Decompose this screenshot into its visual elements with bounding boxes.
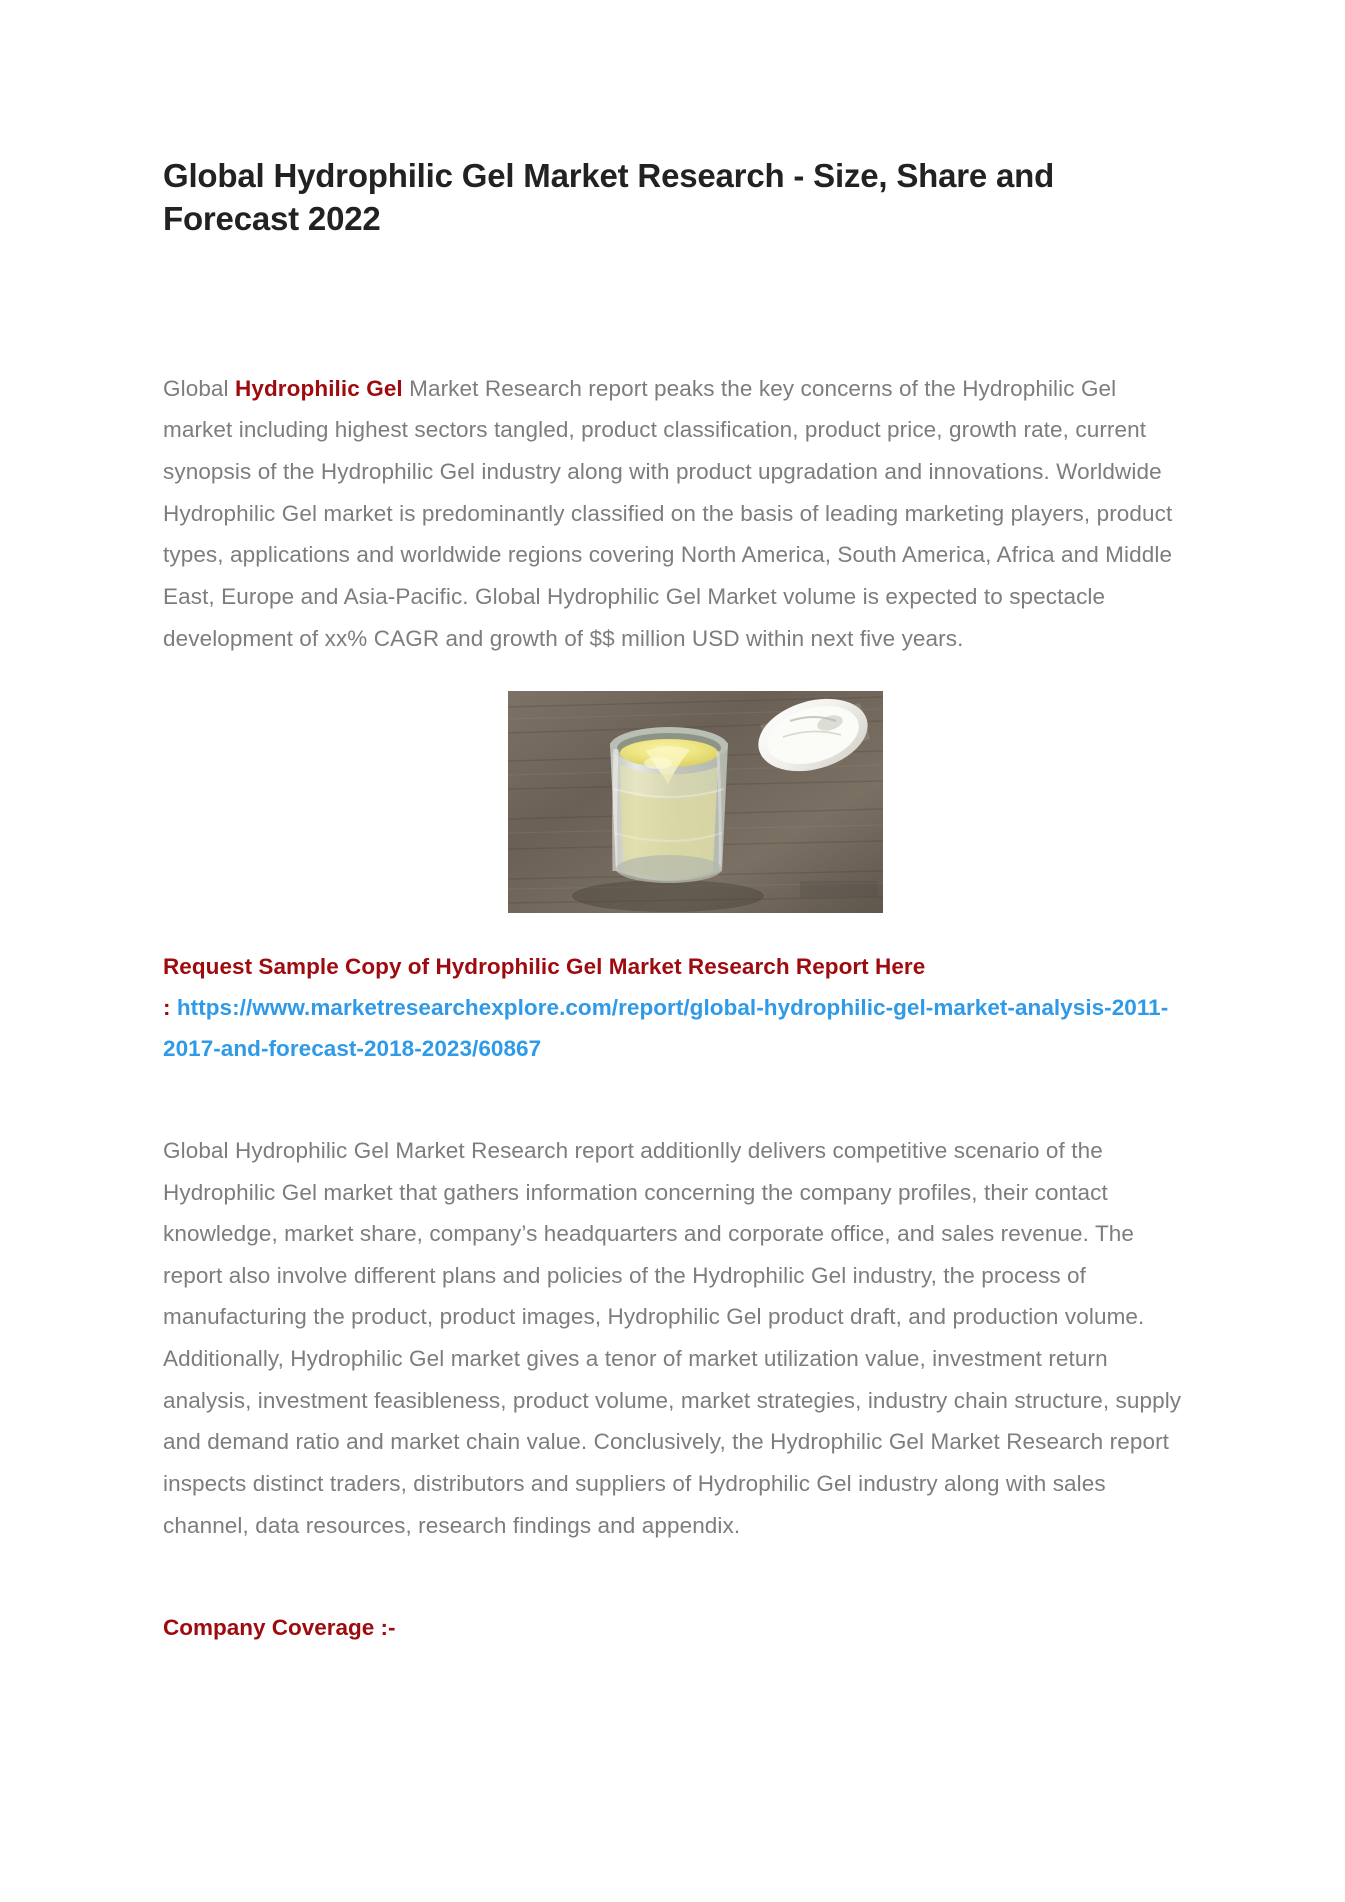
intro-paragraph (163, 241, 1183, 659)
company-coverage-heading: Company Coverage :- (163, 1615, 396, 1641)
intro-body-text: Market Research report peaks the key concerns of the Hydrophilic Gel market including highest sectors tangled, product classification, product price, growth rate, current synopsis of the Hydrophilic Gel industry along with product upgradation and innovations. Worldwide Hydrophilic Gel market is predominantly classified on the basis of leading marketing players, product types, applications and worldwide regions covering North America, South America, Africa and Middle East, Europe and Asia-Pacific. Global Hydrophilic Gel Market volume is expected to spectacle development of xx% CAGR and growth of $$ million USD within next five years. (163, 375, 1173, 651)
keyword-highlight: Hydrophilic Gel (235, 375, 403, 401)
intro-lead-text: Global (163, 375, 235, 401)
product-figure (163, 659, 1183, 913)
page-title: Global Hydrophilic Gel Market Research - Size, Share and Forecast 2022 (163, 157, 1055, 237)
cta-heading: Request Sample Copy of Hydrophilic Gel Market Research Report Here (163, 954, 926, 980)
hydrophilic-gel-jar-photo (508, 691, 883, 913)
request-sample-cta (163, 913, 1183, 1070)
report-sample-link[interactable]: https://www.marketresearchexplore.com/report/global-hydrophilic-gel-market-analysis-2011-2017-and-forecast-2018-2023/60867 (163, 995, 1169, 1062)
document-content-column (163, 0, 1183, 1649)
cta-separator: : (163, 995, 177, 1021)
details-paragraph: Global Hydrophilic Gel Market Research report additionlly delivers competitive scenario of the Hydrophilic Gel market that gathers information concerning the company profiles, their contact knowledge, market share, company’s headquarters and corporate office, and sales revenue. The report also involve different plans and policies of the Hydrophilic Gel industry, the process of manufacturing the product, product images, Hydrophilic Gel product draft, and production volume. Additionally, Hydrophilic Gel market gives a tenor of market utilization value, investment return analysis, investment feasibleness, product volume, market strategies, industry chain structure, supply and demand ratio and market chain value. Conclusively, the Hydrophilic Gel Market Research report inspects distinct traders, distributors and suppliers of Hydrophilic Gel industry along with sales channel, data resources, research findings and appendix. (163, 1137, 1182, 1538)
